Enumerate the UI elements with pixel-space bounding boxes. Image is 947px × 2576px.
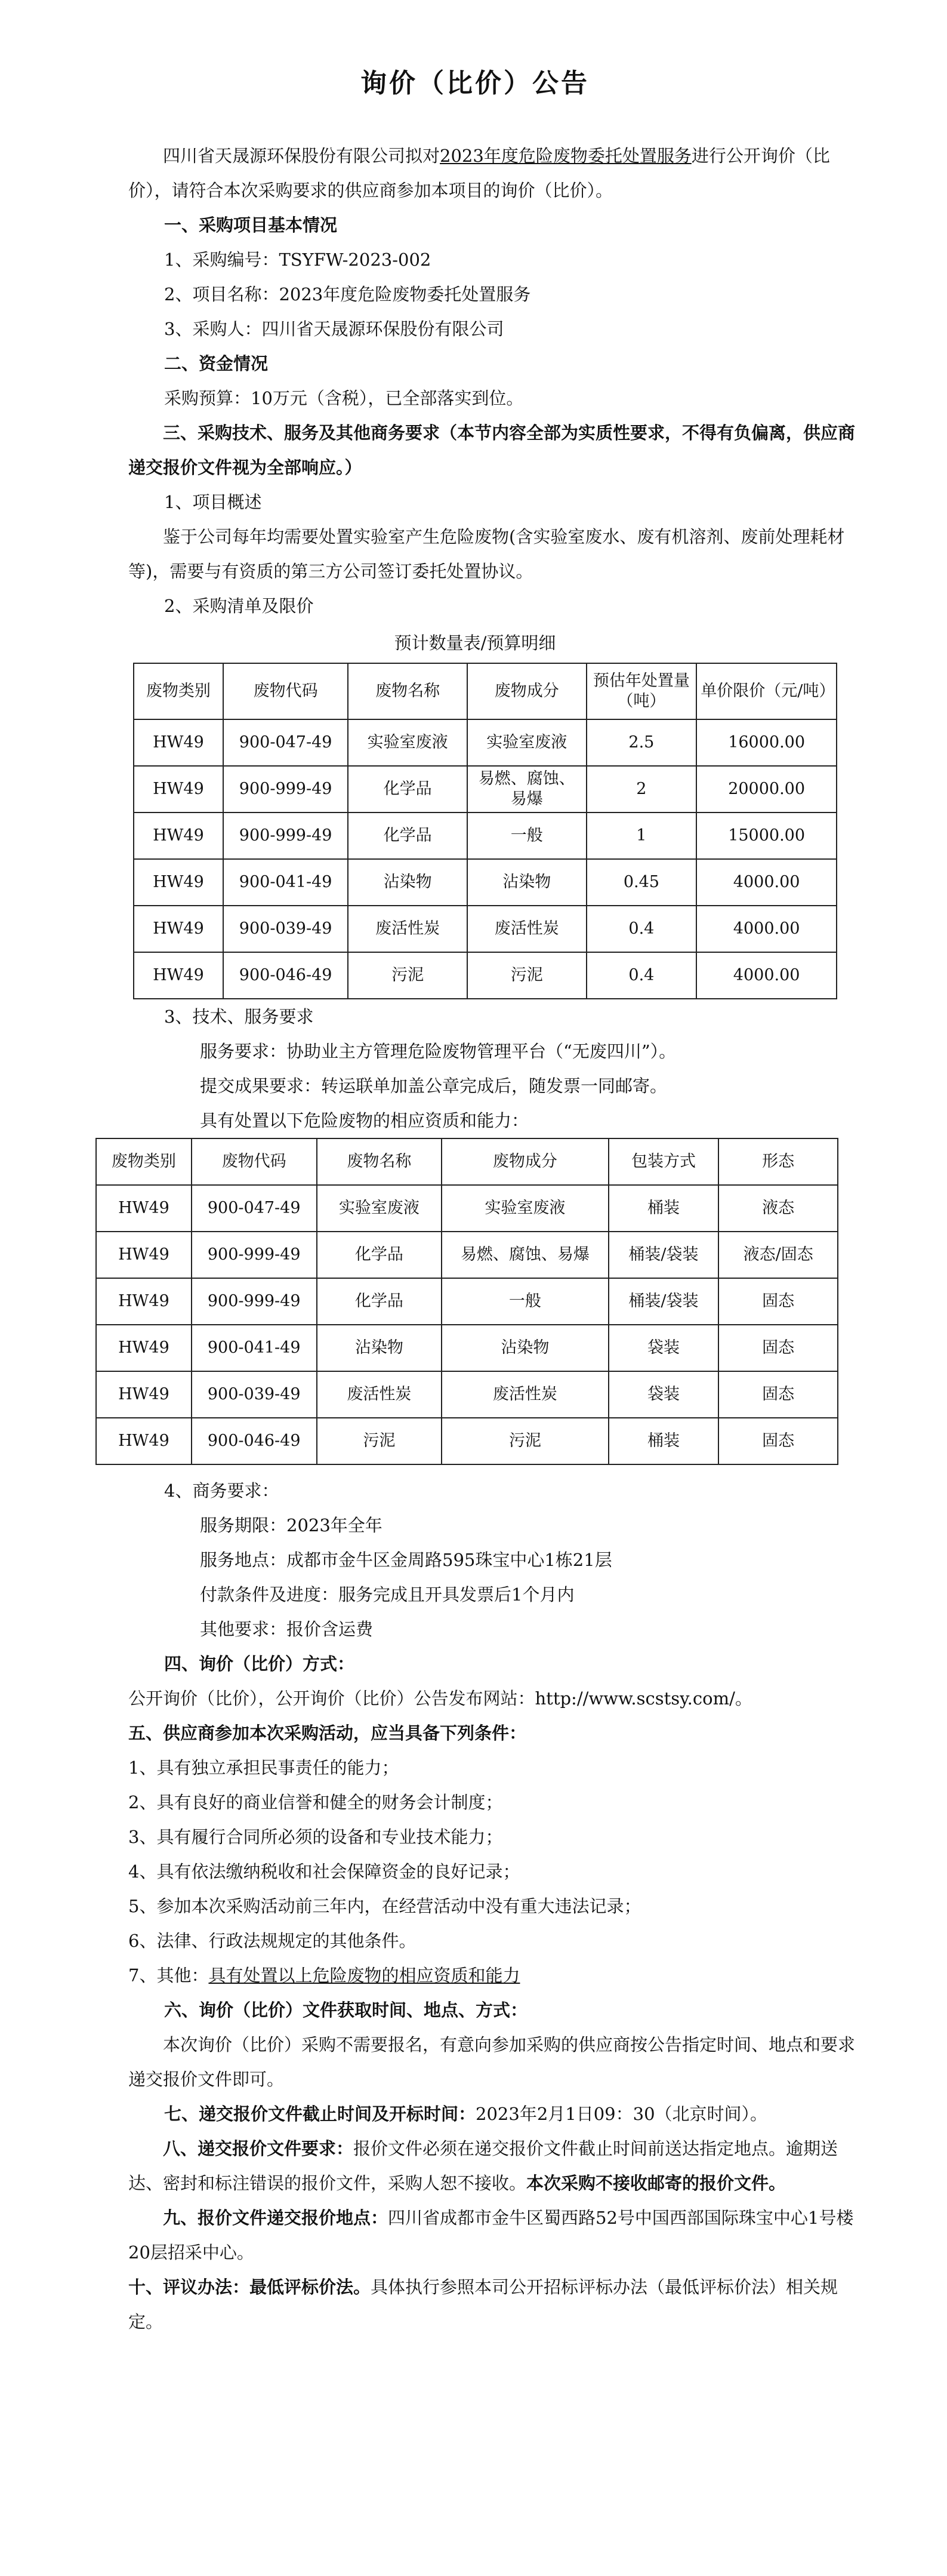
table-cell: HW49 [96, 1325, 192, 1371]
condition-item-other: 7、其他：具有处置以上危险废物的相应资质和能力 [128, 1965, 520, 1986]
section-4-heading: 四、询价（比价）方式： [164, 1654, 355, 1674]
table-cell: 0.4 [587, 906, 697, 952]
qualification-table [95, 1138, 838, 1465]
table-cell: 900-047-49 [223, 719, 348, 766]
table-cell: 袋装 [609, 1371, 719, 1418]
table-header-cell: 废物名称 [348, 663, 467, 719]
condition-item: 3、具有履行合同所必须的设备和专业技术能力； [128, 1827, 503, 1847]
section-7-heading: 七、递交报价文件截止时间及开标时间： [164, 2104, 476, 2124]
table-header-cell: 废物代码 [192, 1138, 317, 1185]
table-cell: 900-039-49 [192, 1371, 317, 1418]
table-cell: 900-046-49 [192, 1418, 317, 1464]
table-header-cell: 单价限价（元/吨） [696, 663, 837, 719]
table-row [134, 719, 837, 766]
section-9-heading: 九、报价文件递交报价地点： [163, 2208, 388, 2228]
table-row [96, 1371, 838, 1418]
document-title: 询价（比价）公告 [360, 68, 590, 99]
table-cell: 2 [587, 766, 697, 812]
table-header-row [96, 1138, 838, 1185]
condition-item: 5、参加本次采购活动前三年内，在经营活动中没有重大违法记录； [128, 1896, 641, 1916]
section-10-paragraph [128, 2270, 857, 2339]
table-header-cell: 废物代码 [223, 663, 348, 719]
table-row [134, 952, 837, 999]
table-cell: 废活性炭 [467, 906, 587, 952]
evaluation-text: 具体执行参照本司公开招标评标办法（最低评标价法）相关规定。 [128, 2277, 838, 2332]
table-cell: 液态 [718, 1185, 838, 1232]
section-7-paragraph [128, 2097, 857, 2131]
table-cell: HW49 [134, 719, 223, 766]
table-cell: 桶装/袋装 [609, 1278, 719, 1325]
table-cell: 固态 [718, 1278, 838, 1325]
table-cell: 4000.00 [696, 859, 837, 906]
table-cell: 900-999-49 [223, 766, 348, 812]
table-row [96, 1185, 838, 1232]
table-cell: HW49 [96, 1185, 192, 1232]
table-cell: 污泥 [467, 952, 587, 999]
table-header-row [134, 663, 837, 719]
condition-item: 6、法律、行政法规规定的其他条件。 [128, 1931, 417, 1951]
table-cell: 900-046-49 [223, 952, 348, 999]
table-cell: 沾染物 [317, 1325, 442, 1371]
table-cell: 化学品 [348, 812, 467, 859]
table-header-cell: 形态 [718, 1138, 838, 1185]
deadline-text: 2023年2月1日09：30（北京时间）。 [476, 2104, 768, 2124]
table-cell: 2.5 [587, 719, 697, 766]
document-acquisition-text: 本次询价（比价）采购不需要报名，有意向参加采购的供应商按公告指定时间、地点和要求递交报价文件即可。 [128, 2035, 856, 2089]
table-cell: 900-047-49 [192, 1185, 317, 1232]
table-cell: 化学品 [317, 1232, 442, 1278]
table-cell: 桶装/袋装 [609, 1232, 719, 1278]
table-row [96, 1325, 838, 1371]
service-location: 服务地点：成都市金牛区金周路595珠宝中心1栋21层 [200, 1550, 612, 1570]
table-cell: HW49 [134, 906, 223, 952]
table-cell: 沾染物 [348, 859, 467, 906]
section-6-heading: 六、询价（比价）文件获取时间、地点、方式： [164, 2000, 528, 2020]
section-9-paragraph [128, 2200, 857, 2270]
table-cell: HW49 [134, 952, 223, 999]
section-1-heading: 一、采购项目基本情况 [164, 215, 338, 235]
table-cell: 900-039-49 [223, 906, 348, 952]
table-header-cell: 包装方式 [609, 1138, 719, 1185]
table-cell: 900-999-49 [192, 1232, 317, 1278]
table-cell: 16000.00 [696, 719, 837, 766]
table-cell: 1 [587, 812, 697, 859]
table-cell: 4000.00 [696, 952, 837, 999]
payment-terms: 付款条件及进度：服务完成且开具发票后1个月内 [200, 1584, 575, 1605]
table-cell: 固态 [718, 1371, 838, 1418]
business-requirements-title: 4、商务要求： [164, 1481, 279, 1501]
other-condition-underlined: 具有处置以上危险废物的相应资质和能力 [208, 1965, 520, 1986]
table-cell: 化学品 [348, 766, 467, 812]
table-row [134, 766, 837, 812]
project-name: 2、项目名称：2023年度危险废物委托处置服务 [164, 284, 531, 304]
table-cell: 实验室废液 [442, 1185, 609, 1232]
table-cell: 沾染物 [442, 1325, 609, 1371]
tech-service-title: 3、技术、服务要求 [164, 1007, 314, 1027]
table-cell: 4000.00 [696, 906, 837, 952]
table-cell: 沾染物 [467, 859, 587, 906]
procurement-number: 1、采购编号：TSYFW-2023-002 [164, 250, 431, 270]
purchaser: 3、采购人：四川省天晟源环保股份有限公司 [164, 319, 504, 339]
table-cell: 桶装 [609, 1418, 719, 1464]
table-cell: 废活性炭 [442, 1371, 609, 1418]
condition-item: 4、具有依法缴纳税收和社会保障资金的良好记录； [128, 1861, 520, 1882]
table-cell: 固态 [718, 1418, 838, 1464]
section-8-paragraph: 八、递交报价文件要求：报价文件必须在递交报价文件截止时间前送达指定地点。逾期送达、密封和标注错误的报价文件，采购人恕不接收。本次采购不接收邮寄的报价文件。 [128, 2138, 838, 2193]
section-2-heading: 二、资金情况 [164, 353, 269, 374]
section-8-heading: 八、递交报价文件要求： [163, 2138, 354, 2159]
procurement-list-title: 2、采购清单及限价 [164, 596, 314, 616]
table-row [96, 1278, 838, 1325]
table-header-cell: 废物类别 [134, 663, 223, 719]
other-requirements: 其他要求：报价含运费 [200, 1619, 374, 1639]
table-cell: 废活性炭 [317, 1371, 442, 1418]
table-row [96, 1418, 838, 1464]
table-header-cell: 废物类别 [96, 1138, 192, 1185]
table-cell: 桶装 [609, 1185, 719, 1232]
table-cell: 15000.00 [696, 812, 837, 859]
no-mail-notice: 本次采购不接收邮寄的报价文件。 [526, 2173, 786, 2193]
table-cell: 实验室废液 [467, 719, 587, 766]
table-row [134, 812, 837, 859]
table-cell: 化学品 [317, 1278, 442, 1325]
table-cell: HW49 [134, 859, 223, 906]
table-cell: HW49 [96, 1418, 192, 1464]
condition-item: 1、具有独立承担民事责任的能力； [128, 1758, 399, 1778]
table-cell: 900-999-49 [223, 812, 348, 859]
table-cell: 实验室废液 [348, 719, 467, 766]
project-overview-title: 1、项目概述 [164, 492, 262, 512]
table-cell: 20000.00 [696, 766, 837, 812]
table-header-cell: 废物名称 [317, 1138, 442, 1185]
section-10-heading: 十、评议办法：最低评标价法。 [128, 2277, 371, 2297]
table-cell: 一般 [467, 812, 587, 859]
table-cell: 900-999-49 [192, 1278, 317, 1325]
table-cell: 袋装 [609, 1325, 719, 1371]
qualification-requirement: 具有处置以下危险废物的相应资质和能力： [200, 1110, 529, 1131]
project-overview-text: 鉴于公司每年均需要处置实验室产生危险废物(含实验室废水、废有机溶剂、废前处理耗材等)，需要与有资质的第三方公司签订委托处置协议。 [128, 527, 845, 581]
table-cell: 易燃、腐蚀、易爆 [442, 1232, 609, 1278]
section-3-heading: 三、采购技术、服务及其他商务要求（本节内容全部为实质性要求，不得有负偏离，供应商递交报价文件视为全部响应。） [128, 423, 856, 478]
project-name-underlined: 2023年度危险废物委托处置服务 [440, 146, 692, 166]
table-cell: 固态 [718, 1325, 838, 1371]
table-cell: 污泥 [317, 1418, 442, 1464]
budget-table [133, 663, 837, 999]
table-cell: 实验室废液 [317, 1185, 442, 1232]
table-cell: 一般 [442, 1278, 609, 1325]
intro-paragraph: 四川省天晟源环保股份有限公司拟对2023年度危险废物委托处置服务进行公开询价（比价），请符合本次采购要求的供应商参加本项目的询价（比价）。 [128, 146, 830, 201]
submission-address: 四川省成都市金牛区蜀西路52号中国西部国际珠宝中心1号楼20层招采中心。 [128, 2208, 854, 2263]
service-period: 服务期限：2023年全年 [200, 1515, 382, 1535]
table-cell: HW49 [96, 1371, 192, 1418]
table-cell: 废活性炭 [348, 906, 467, 952]
section-5-heading: 五、供应商参加本次采购活动，应当具备下列条件： [128, 1723, 527, 1743]
table-cell: 0.45 [587, 859, 697, 906]
table-cell: 液态/固态 [718, 1232, 838, 1278]
table-row [134, 906, 837, 952]
table-cell: 易燃、腐蚀、易爆 [467, 766, 587, 812]
table-cell: 0.4 [587, 952, 697, 999]
table-cell: 污泥 [442, 1418, 609, 1464]
table-cell: HW49 [134, 766, 223, 812]
table-cell: 污泥 [348, 952, 467, 999]
table-row [96, 1232, 838, 1278]
table-cell: HW49 [96, 1232, 192, 1278]
table-row [134, 859, 837, 906]
service-requirement: 服务要求：协助业主方管理危险废物管理平台（“无废四川”）。 [200, 1041, 677, 1061]
table-cell: HW49 [96, 1278, 192, 1325]
table-header-cell: 废物成分 [442, 1138, 609, 1185]
table1-caption: 预计数量表/预算明细 [394, 633, 556, 653]
condition-item: 2、具有良好的商业信誉和健全的财务会计制度； [128, 1792, 503, 1812]
table-cell: HW49 [134, 812, 223, 859]
table-header-cell: 废物成分 [467, 663, 587, 719]
table-cell: 900-041-49 [223, 859, 348, 906]
submission-requirement: 提交成果要求：转运联单加盖公章完成后，随发票一同邮寄。 [200, 1076, 668, 1096]
table-cell: 900-041-49 [192, 1325, 317, 1371]
inquiry-method-text: 公开询价（比价），公开询价（比价）公告发布网站：http://www.scstsy.com/。 [128, 1688, 752, 1709]
budget-text: 采购预算：10万元（含税），已全部落实到位。 [164, 388, 524, 408]
table-header-cell: 预估年处置量（吨） [587, 663, 697, 719]
